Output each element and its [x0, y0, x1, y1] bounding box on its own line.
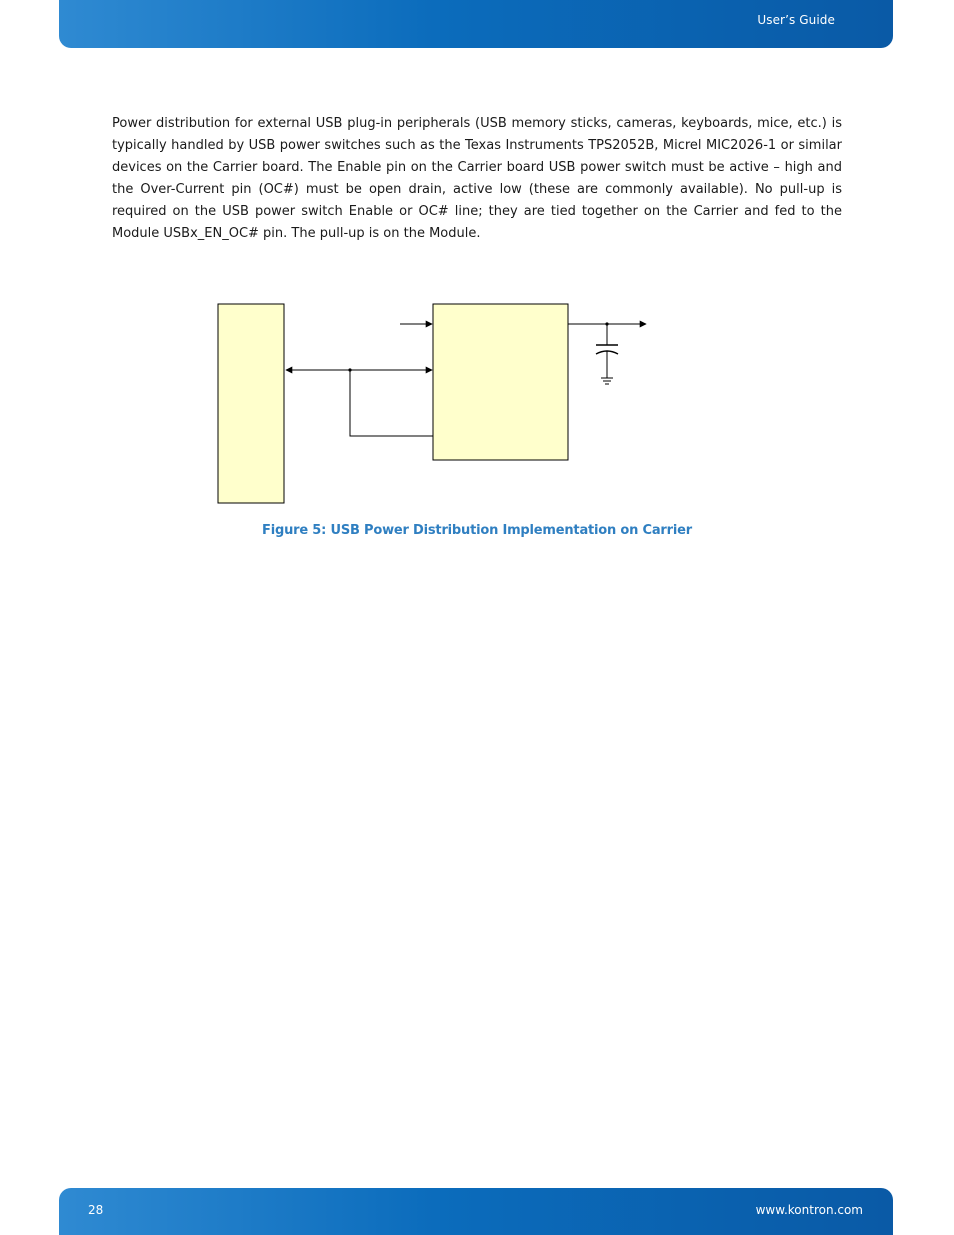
header-title: User’s Guide: [757, 13, 835, 27]
module-block: [218, 304, 284, 503]
footer-bar: [59, 1188, 893, 1235]
figure-caption: Figure 5: USB Power Distribution Implementation on Carrier: [262, 523, 692, 538]
page-number: 28: [88, 1203, 104, 1217]
power-switch-block: [433, 304, 568, 460]
body-paragraph: Power distribution for external USB plug-in peripherals (USB memory sticks, cameras, keyboards, mice, etc.) is typically handled by USB power switches such as the Texas Instruments TPS2052B, Micrel MIC2026-1 or similar devices on the Carrier board. The Enable pin on the Carrier board USB power switch must be active – high and the Over-Current pin (OC#) must be open drain, active low (these are commonly available). No pull-up is required on the USB power switch Enable or OC# line; they are tied together on the Carrier and fed to the Module USBx_EN_OC# pin. The pull-up is on the Module.: [112, 116, 842, 241]
oc-tie-line: [350, 370, 433, 436]
usb-power-diagram: [200, 290, 670, 515]
footer-url-link[interactable]: www.kontron.com: [755, 1203, 863, 1217]
header-bar: [59, 0, 893, 48]
